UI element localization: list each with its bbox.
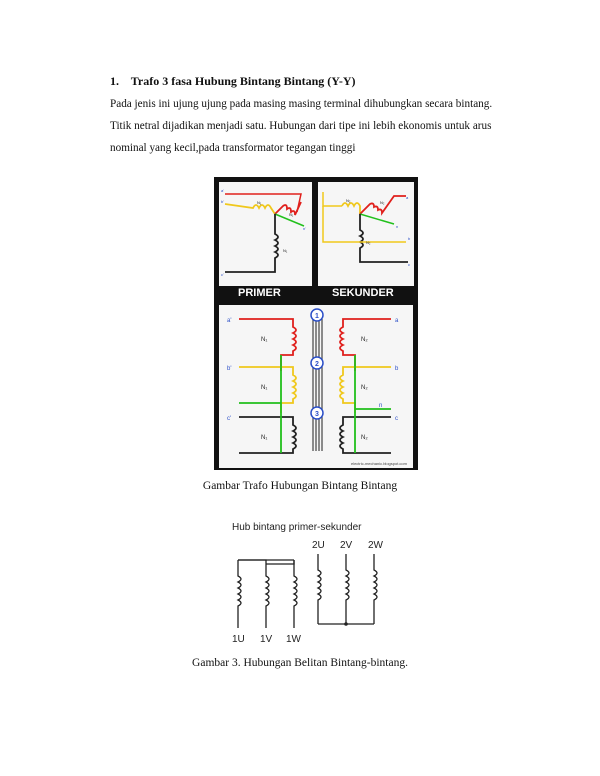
terminal-label: n	[396, 224, 399, 229]
winding-label: N₁	[257, 200, 262, 205]
svg-text:n': n'	[303, 226, 306, 231]
bottom-label: 1U	[232, 634, 245, 645]
winding-label: N₁	[261, 435, 268, 441]
terminal-label: n	[379, 403, 383, 409]
schematic-title: Hub bintang primer-sekunder	[232, 522, 362, 533]
winding-label: N₁	[283, 248, 288, 253]
secondary-label: SEKUNDER	[332, 287, 394, 299]
paragraph-line: nominal yang kecil,pada transformator tegangan tinggi	[110, 142, 356, 154]
section-title: Trafo 3 fasa Hubung Bintang Bintang (Y-Y)	[130, 74, 356, 88]
watermark: electric-mechanic.blogspot.com	[350, 461, 407, 466]
terminal-label: c	[408, 262, 410, 267]
terminal-label: b	[395, 366, 399, 372]
winding-label: N₁	[261, 337, 268, 343]
paragraph-line: Titik netral dijadikan menjadi satu. Hubungan dari tipe ini lebih ekonomis untuk arus	[110, 120, 492, 132]
top-label: 2U	[312, 540, 325, 551]
winding-label: N₂	[366, 240, 371, 245]
top-label: 2V	[340, 540, 353, 551]
terminal-label: a'	[221, 188, 224, 193]
winding-label: N₂	[361, 337, 368, 343]
section-number: 1.	[110, 74, 119, 88]
winding-label: N₂	[361, 385, 368, 391]
terminal-label: a	[406, 195, 409, 200]
terminal-label: c	[395, 416, 398, 422]
body-paragraph	[110, 93, 530, 159]
winding-label: N₁	[261, 385, 268, 391]
winding-label: N₂	[346, 198, 351, 203]
terminal-label: c'	[227, 416, 232, 422]
terminal-label: b'	[227, 366, 232, 372]
figure1-caption: Gambar Trafo Hubungan Bintang Bintang	[202, 480, 398, 492]
terminal-label: c'	[221, 272, 224, 277]
transformer-figure	[214, 177, 418, 470]
primary-vector-diagram	[219, 182, 312, 286]
top-label: 2W	[368, 540, 383, 551]
winding-label: N₂	[361, 435, 368, 441]
wiring-diagram	[219, 305, 413, 468]
terminal-label: b	[408, 236, 411, 241]
bottom-label: 1V	[260, 634, 273, 645]
figure2-caption: Gambar 3. Hubungan Belitan Bintang-bintang.	[192, 657, 408, 669]
paragraph-line: Pada jenis ini ujung ujung pada masing masing terminal dihubungkan secara bintang.	[110, 98, 493, 110]
phase-badge: 1	[315, 313, 319, 320]
winding-label: N₂	[380, 200, 385, 205]
secondary-vector-diagram	[318, 182, 414, 286]
section-heading	[110, 74, 356, 89]
terminal-label: b'	[221, 199, 224, 204]
terminal-label: a'	[227, 318, 232, 324]
winding-schematic	[228, 520, 400, 646]
phase-badge: 3	[315, 411, 319, 418]
bottom-label: 1W	[286, 634, 301, 645]
winding-label: N₁	[289, 212, 294, 217]
primary-label: PRIMER	[238, 287, 281, 299]
terminal-label: a	[395, 318, 399, 324]
phase-badge: 2	[315, 361, 319, 368]
